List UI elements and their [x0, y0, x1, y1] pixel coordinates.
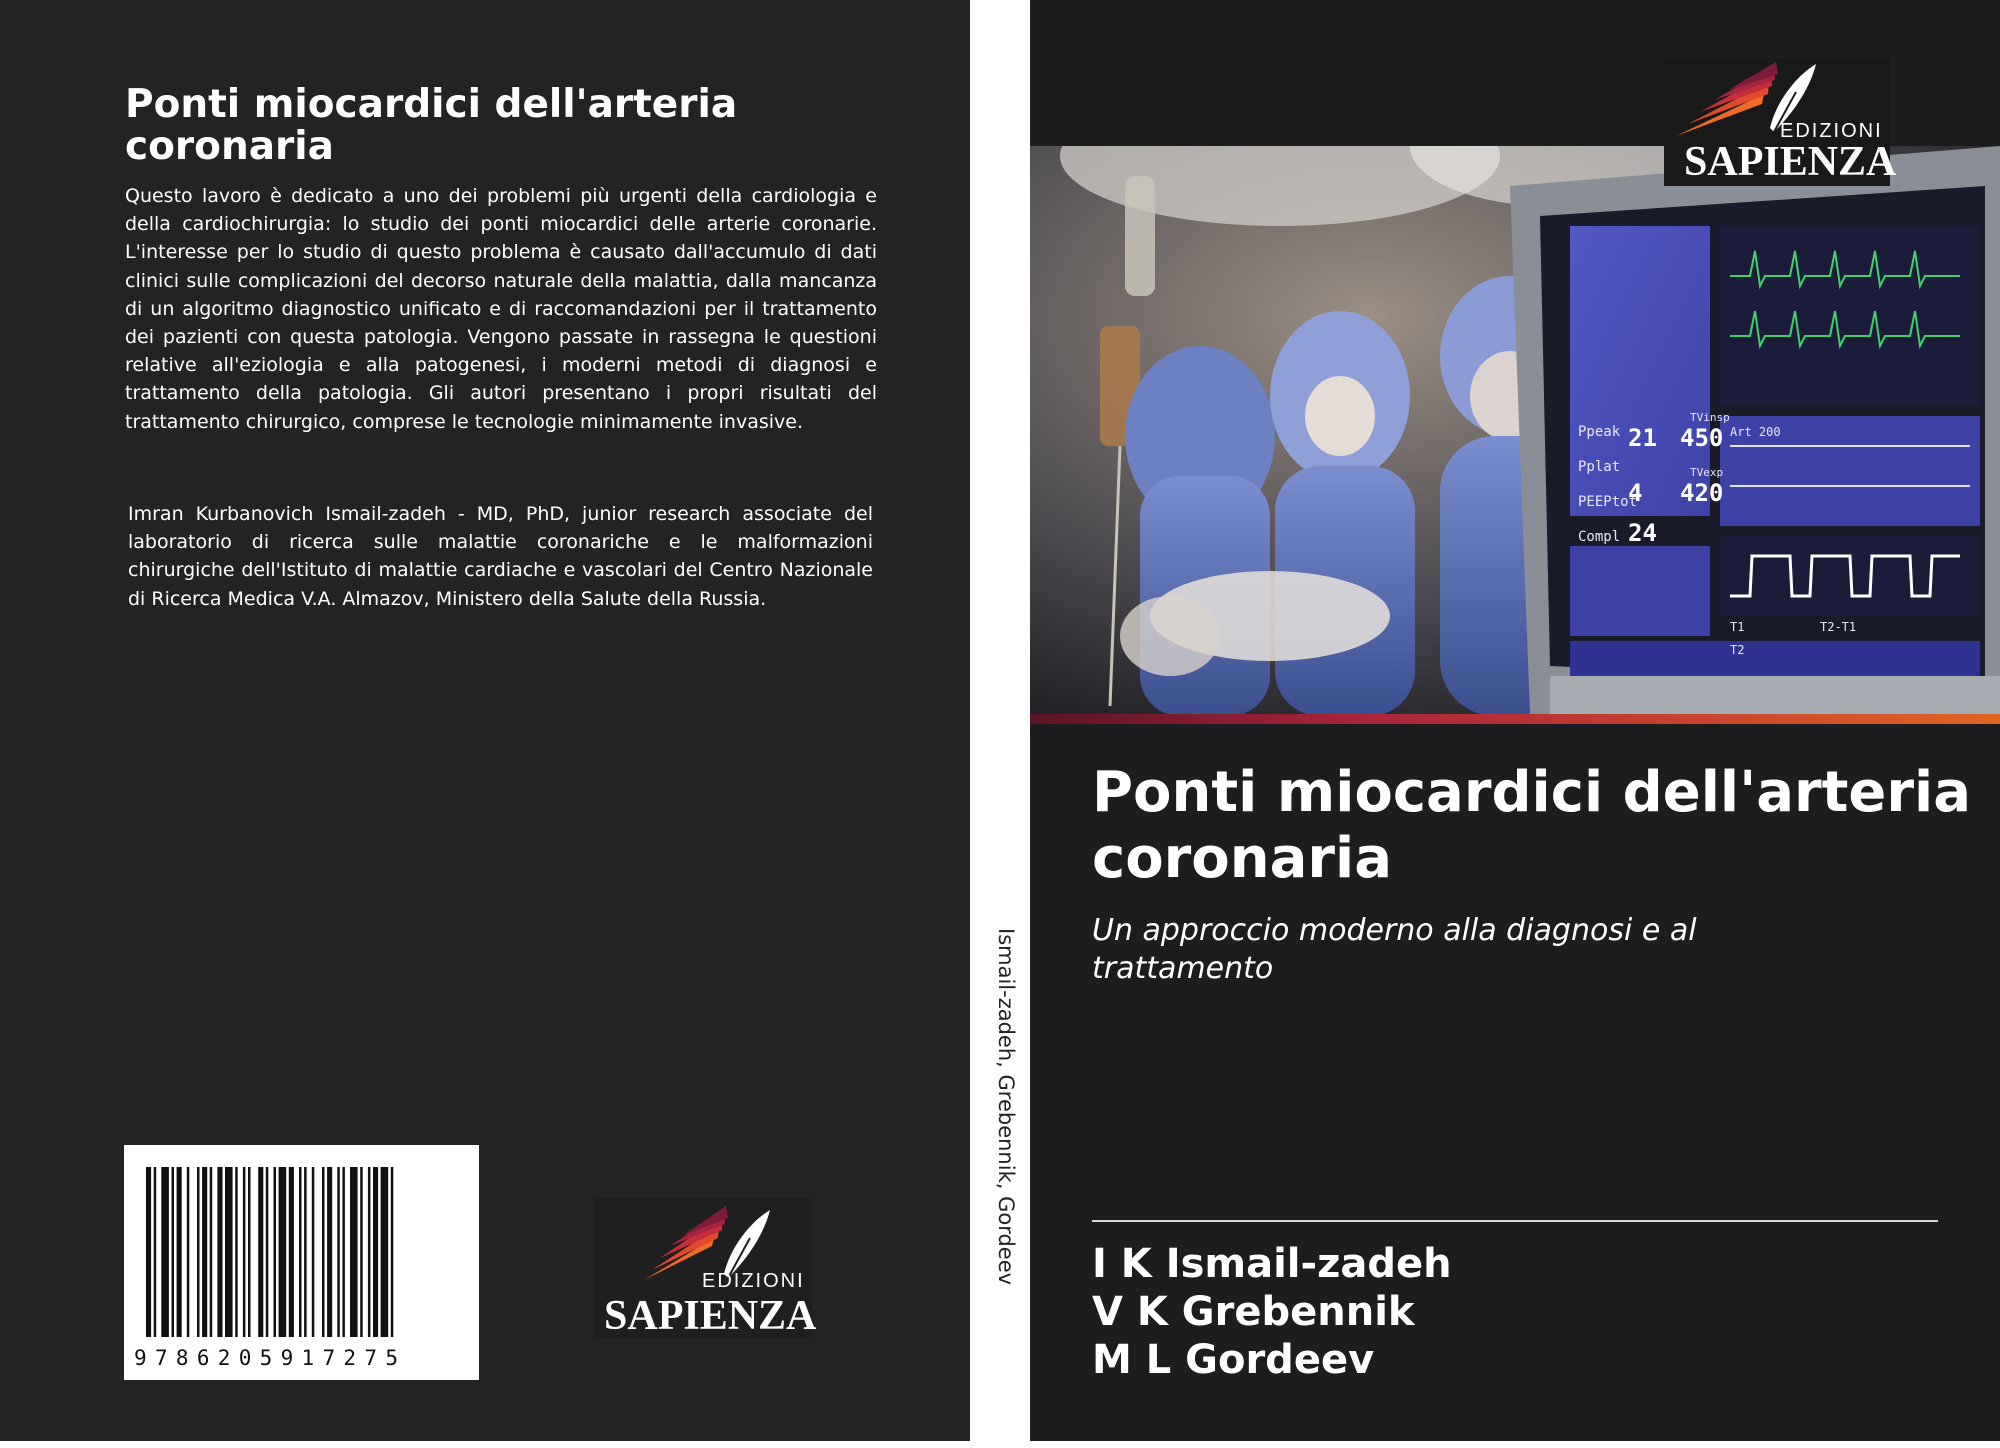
label-peeptot: PEEPtot [1578, 494, 1638, 510]
barcode-bar [161, 1167, 169, 1337]
label-t2: T2 [1730, 643, 1745, 657]
barcode-bar [327, 1167, 332, 1337]
barcode-bar [342, 1167, 345, 1337]
barcode-bar [248, 1167, 251, 1337]
author-1: I K Ismail-zadeh [1092, 1241, 1452, 1287]
barcode-bars [124, 1145, 479, 1380]
label-compl: Compl [1578, 529, 1621, 545]
barcode-bar [202, 1167, 207, 1337]
front-cover-title: Ponti miocardici dell'arteria coronaria [1092, 760, 1971, 891]
isbn-number: 9786205917275 [134, 1346, 407, 1370]
divider [1092, 1220, 1938, 1222]
accent-stripe [1030, 714, 2000, 724]
barcode-bar [312, 1167, 315, 1337]
barcode-bar [210, 1167, 213, 1337]
barcode-bar [304, 1167, 307, 1337]
barcode-bar [187, 1167, 190, 1337]
publisher-line1: EDIZIONI [702, 1270, 805, 1292]
label-pplat: Pplat [1578, 459, 1621, 475]
barcode-bar [299, 1167, 302, 1337]
barcode-bar [217, 1167, 222, 1337]
author-2: V K Grebennik [1092, 1289, 1415, 1335]
barcode-bar [177, 1167, 182, 1337]
barcode-bar [322, 1167, 325, 1337]
barcode-bar [243, 1167, 246, 1337]
barcode-bar [154, 1167, 157, 1337]
barcode-bar [172, 1167, 175, 1337]
label-t1: T1 [1730, 620, 1745, 634]
barcode-bar [274, 1167, 277, 1337]
publisher-line1: EDIZIONI [1780, 120, 1883, 142]
label-ppeak: Ppeak [1578, 424, 1621, 440]
barcode-bar [235, 1167, 238, 1337]
front-cover-subtitle: Un approccio moderno alla diagnosi e al trattamento [1092, 913, 1697, 986]
operating-room-image [1030, 146, 2000, 714]
barcode-bar [391, 1167, 394, 1337]
back-cover-blurb: Questo lavoro è dedicato a uno dei problemi più urgenti della cardiologia e della cardiochirurgia: lo studio dei ponti miocardici delle arterie coronarie. L'interesse per lo studio di questo problema è causato dall'accumulo di dati clinici sulle complicazioni del decorso naturale della malattia, dalla mancanza di un algoritmo diagnostico unificato e di raccomandazioni per il trattamento dei pazienti con questa patologia. Vengono passate in rassegna le questioni relative all'eziologia e alla patogenesi, i moderni metodi di diagnosi e trattamento della patologia. Gli autori presentano i propri risultati del trattamento chirurgico, comprese le tecnologie minimamente invasive. [125, 185, 877, 433]
barcode-bar [360, 1167, 363, 1337]
barcode-bar [289, 1167, 294, 1337]
barcode-bar [350, 1167, 358, 1337]
publisher-line2: SAPIENZA [604, 1293, 817, 1339]
label-art: Art 200 [1730, 425, 1781, 439]
author-list [1092, 1240, 1452, 1384]
spine-authors: Ismail-zadeh, Grebennik, Gordeev [994, 928, 1018, 1286]
label-tvinsp: TVinsp [1690, 411, 1730, 424]
readout-tvexp: 420 [1680, 479, 1724, 507]
publisher-logo-back [594, 1198, 817, 1339]
barcode-bar [258, 1167, 263, 1337]
label-t2-t1: T2-T1 [1820, 620, 1857, 634]
readout-compl: 24 [1628, 519, 1657, 547]
readout-peep: 4 [1628, 479, 1643, 507]
readout-ppeak: 21 [1628, 424, 1657, 452]
isbn-barcode [124, 1145, 479, 1380]
barcode-bar [146, 1167, 151, 1337]
label-tvexp: TVexp [1690, 466, 1724, 479]
back-cover-title: Ponti miocardici dell'arteria coronaria [125, 82, 738, 169]
barcode-bar [368, 1167, 371, 1337]
author-bio: Imran Kurbanovich Ismail-zadeh - MD, PhD, junior research associate del laboratorio di ricerca sulle malattie coronariche e le malformazioni chirurgiche dell'Istituto di malattie cardiache e vascolari del Centro Nazionale di Ricerca Medica V.A. Almazov, Ministero della Salute della Russia. [128, 503, 873, 610]
publisher-line2: SAPIENZA [1684, 139, 1897, 185]
barcode-bar [197, 1167, 200, 1337]
author-3: M L Gordeev [1092, 1337, 1375, 1383]
barcode-bar [279, 1167, 287, 1337]
barcode-bar [337, 1167, 340, 1337]
barcode-bar [266, 1167, 269, 1337]
cover-photo [1030, 146, 2000, 714]
readout-tvinsp: 450 [1680, 424, 1724, 452]
barcode-bar [373, 1167, 378, 1337]
publisher-logo-front [1664, 58, 1897, 186]
barcode-bar [381, 1167, 389, 1337]
barcode-bar [225, 1167, 233, 1337]
